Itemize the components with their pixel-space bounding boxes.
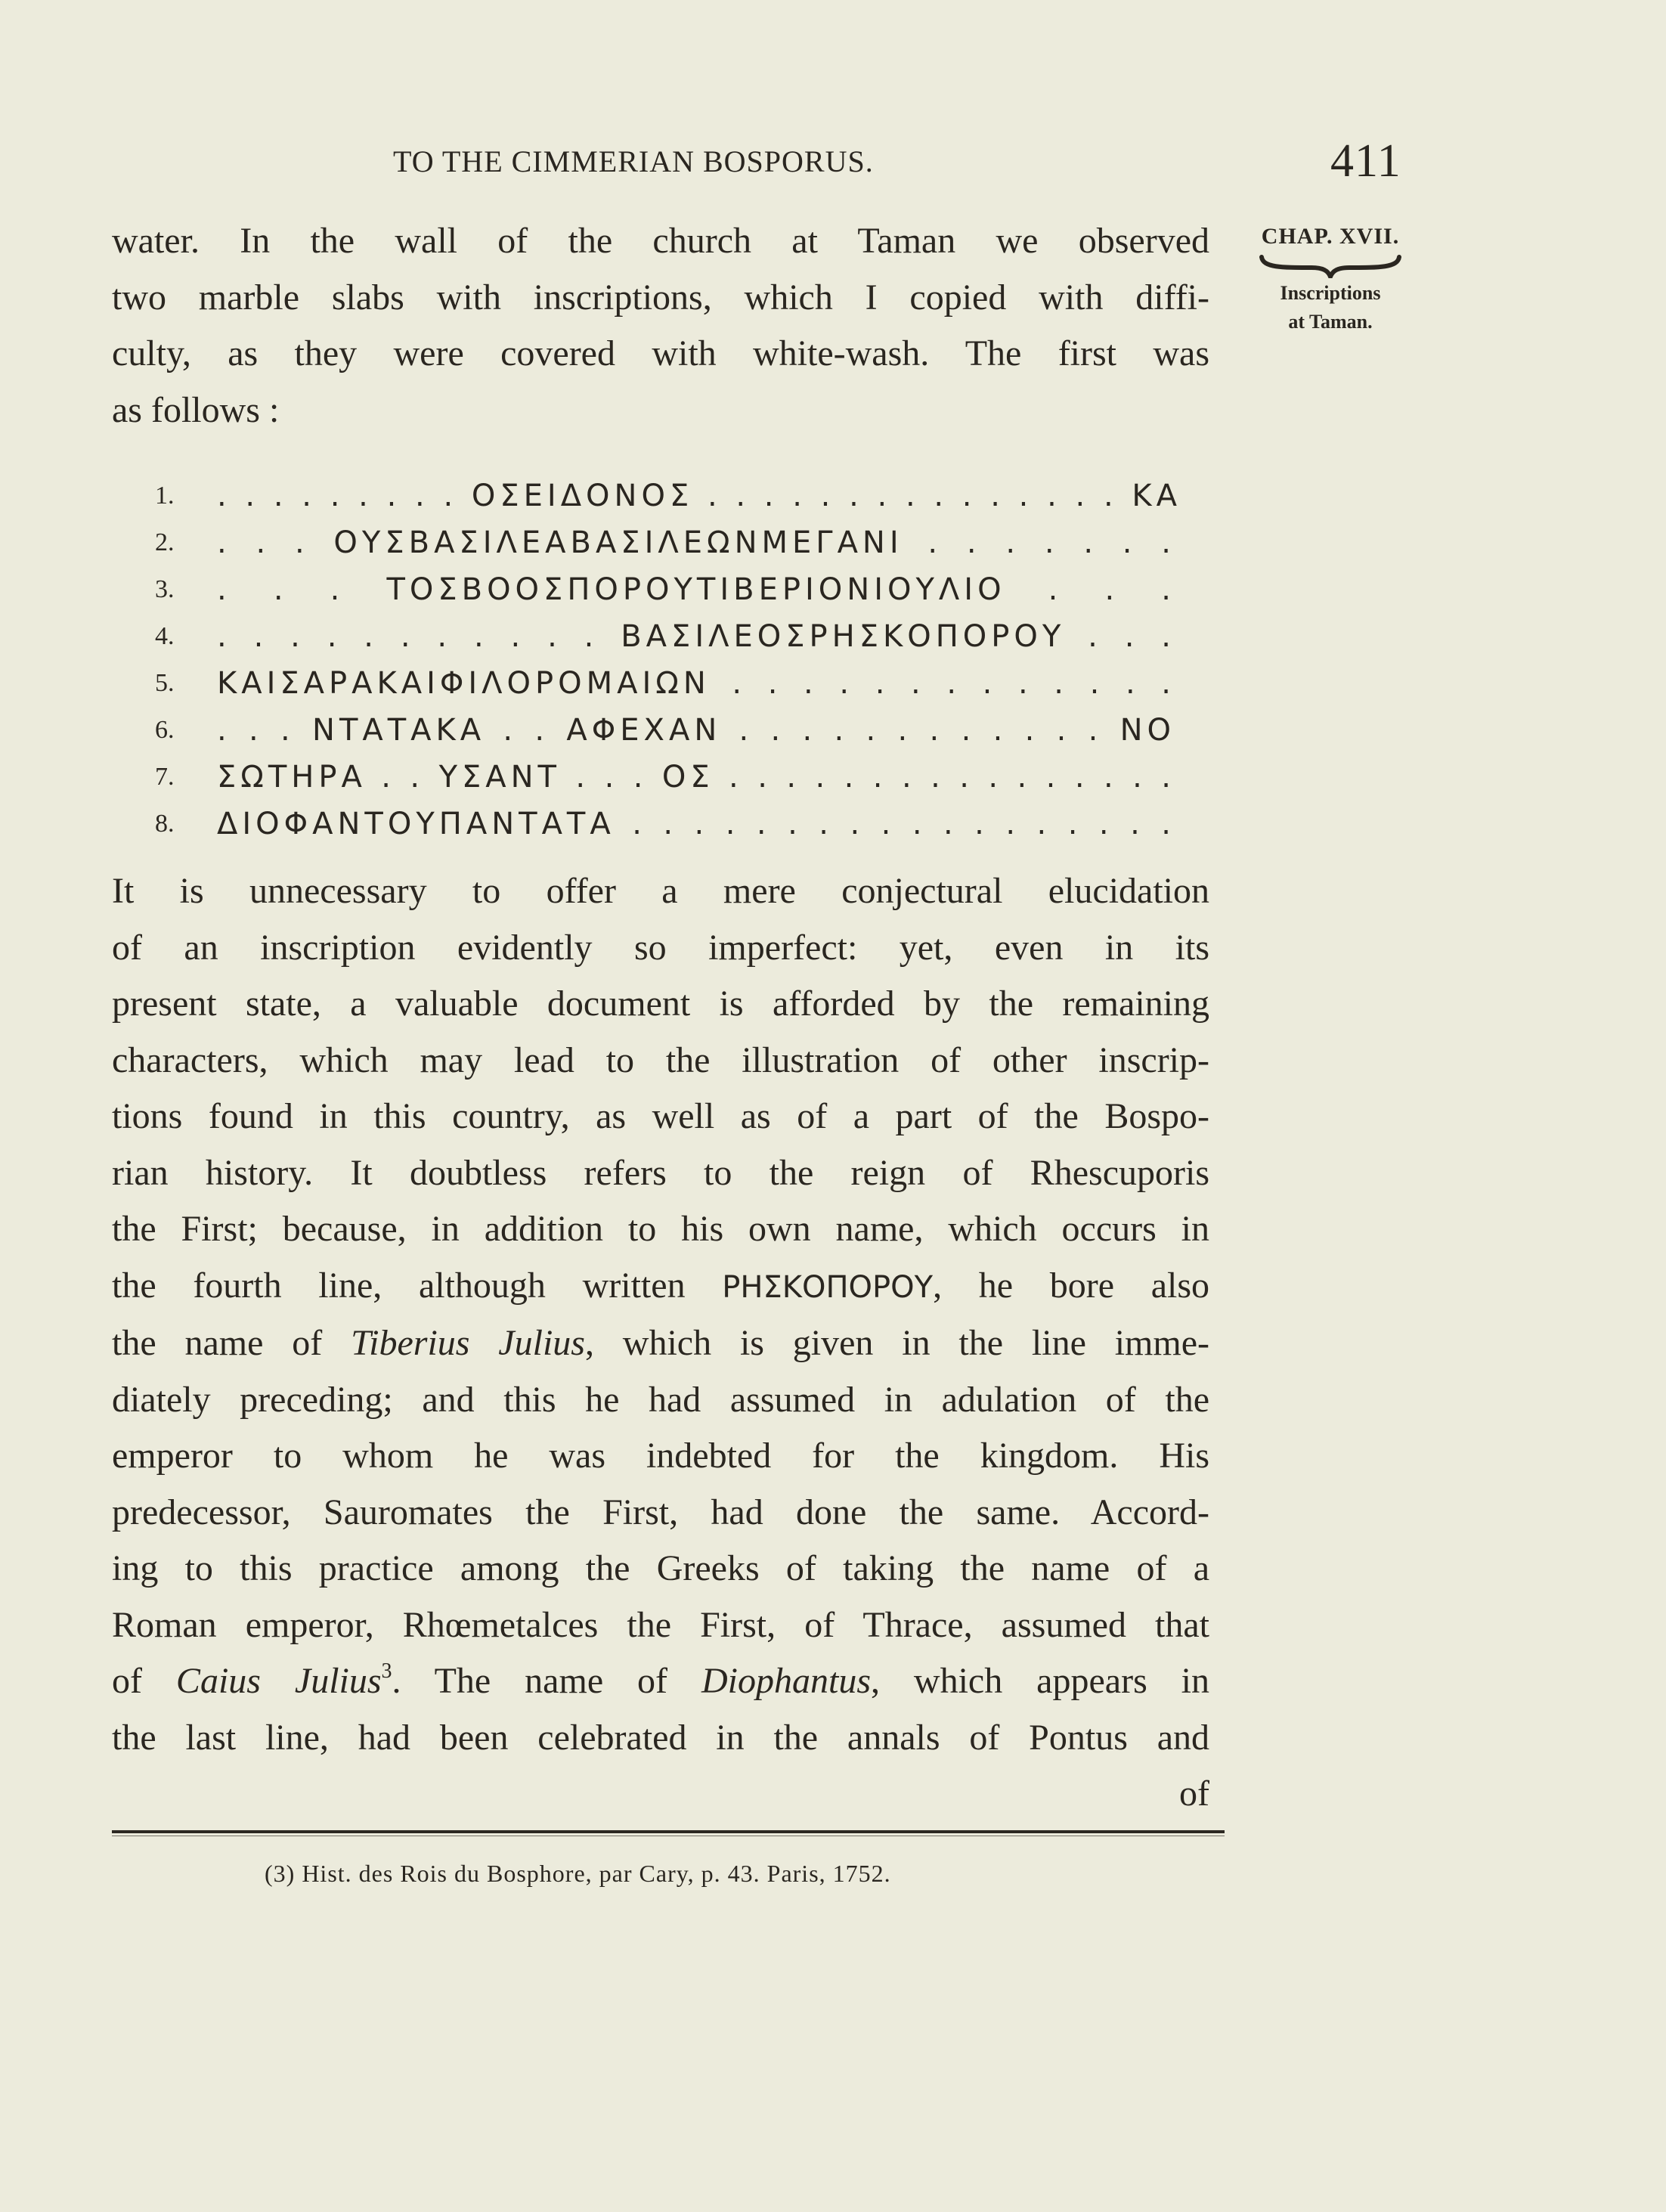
italic-name: Caius Julius [175,1661,382,1701]
line-number: 1. [155,482,175,510]
footnote-rule [112,1830,1225,1833]
page-number: 411 [1330,135,1401,187]
margin-note [1255,224,1406,336]
text-line: water. In the wall of the church at Taman we observed [112,221,1209,261]
text-line: It is unnecessary to offer a mere conjectural elucidation [112,871,1209,911]
greek-name: ΡΗΣΚΟΠΟΡΟΥ [722,1269,934,1305]
inscription-text: ΔΙΟΦΑΝΤΟΥΠΑΝΤΑΤΑ . . . . . . . . . . . . . . . . . . [217,807,1175,841]
text-segment: of [112,1661,142,1701]
text-line: the last line, had been celebrated in the annals of Pontus and [112,1717,1209,1758]
inscription-text: . . . . . . . . . . . ΒΑΣΙΛΕΟΣΡΗΣΚΟΠΟΡΟΥ . . . [217,619,1175,654]
italic-name: Diophantus [701,1661,871,1701]
inscription-line [155,660,1175,707]
line-number: 5. [155,669,175,697]
line-number: 8. [155,810,175,838]
text-line: the First; because, in addition to his own name, which occurs in [112,1209,1209,1249]
inscription-text: . . . . . . . . . ΟΣΕΙΔΟΝΟΣ . . . . . . . . . . . . . . . ΚΑ [217,479,1181,513]
inscription-text: ΣΩΤΗΡΑ . . ΥΣΑΝΤ . . . ΟΣ . . . . . . . . . . . . . . . . [217,760,1175,795]
brace-ornament [1259,252,1402,278]
text-segment: , which is given in the line imme- [584,1323,1210,1363]
inscription-text: . . . ΟΥΣΒΑΣΙΛΕΑΒΑΣΙΛΕΩΝΜΕΓΑΝΙ . . . . . . . [217,525,1175,560]
inscription-line [155,519,1175,566]
text-line: culty, as they were covered with white-wash. The first was [112,333,1209,373]
text-line: characters, which may lead to the illustration of other inscrip- [112,1039,1209,1080]
inscription-block [155,472,1181,847]
text-segment: , he bore also [933,1265,1210,1306]
side-note-line-1: Inscriptions [1280,282,1381,304]
line-number: 7. [155,763,175,791]
chapter-label: CHAP. XVII. [1261,224,1400,249]
inscription-text: . . . ΤΟΣΒΟΟΣΠΟΡΟΥΤΙΒΕΡΙΟΝΙΟΥΛΙΟ . . . [217,572,1175,607]
text-line: rian history. It doubtless refers to the reign of Rhescuporis [112,1152,1209,1193]
footnote: (3) Hist. des Rois du Bosphore, par Cary, p. 43. Paris, 1752. [265,1860,891,1887]
footnote-ref: 3 [381,1659,392,1683]
text-segment: , which appears in [871,1661,1210,1701]
text-line: present state, a valuable document is afforded by the remaining [112,984,1209,1024]
inscription-line [155,707,1175,754]
text-line: predecessor, Sauromates the First, had done the same. Accord- [112,1492,1209,1532]
inscription-line [155,613,1175,660]
inscription-line [155,801,1175,847]
inscription-text: ΚΑΙΣΑΡΑΚΑΙΦΙΛΟΡΟΜΑΙΩΝ . . . . . . . . . . . . . [217,666,1175,701]
italic-name: Tiberius Julius [351,1323,585,1363]
text-line: emperor to whom he was indebted for the kingdom. His [112,1436,1209,1476]
inscription-line [155,472,1181,519]
running-head: TO THE CIMMERIAN BOSPORUS. [393,144,874,178]
line-number: 4. [155,622,175,650]
text-line: as follows : [112,389,280,430]
line-number: 6. [155,716,175,744]
text-segment: . The name of [392,1661,668,1701]
text-line: of an inscription evidently so imperfect: yet, even in its [112,927,1209,968]
paragraph-1 [112,213,1209,438]
line-number: 2. [155,528,175,556]
text-line: diately preceding; and this he had assumed in adulation of the [112,1379,1209,1420]
text-line: Roman emperor, Rhœmetalces the First, of Thrace, assumed that [112,1604,1209,1645]
text-line [112,1653,1209,1710]
side-note-line-2: at Taman. [1288,311,1373,333]
text-line: ing to this practice among the Greeks of taking the name of a [112,1548,1209,1588]
inscription-text: . . . ΝΤΑΤΑΚΑ . . ΑΦΕΧΑΝ . . . . . . . . . . . . ΝΟ [217,713,1175,748]
inscription-line [155,754,1175,801]
text-segment: the fourth line, although written [112,1265,686,1306]
text-line [112,1315,1209,1372]
paragraph-2 [112,863,1209,1823]
text-line: two marble slabs with inscriptions, which I copied with diffi- [112,277,1209,318]
line-number: 3. [155,575,175,603]
text-line [112,1258,1209,1316]
inscription-line [155,566,1175,613]
text-segment: the name of [112,1323,323,1363]
catchword: of [1179,1774,1209,1814]
text-line: tions found in this country, as well as of a part of the Bospo- [112,1096,1209,1136]
